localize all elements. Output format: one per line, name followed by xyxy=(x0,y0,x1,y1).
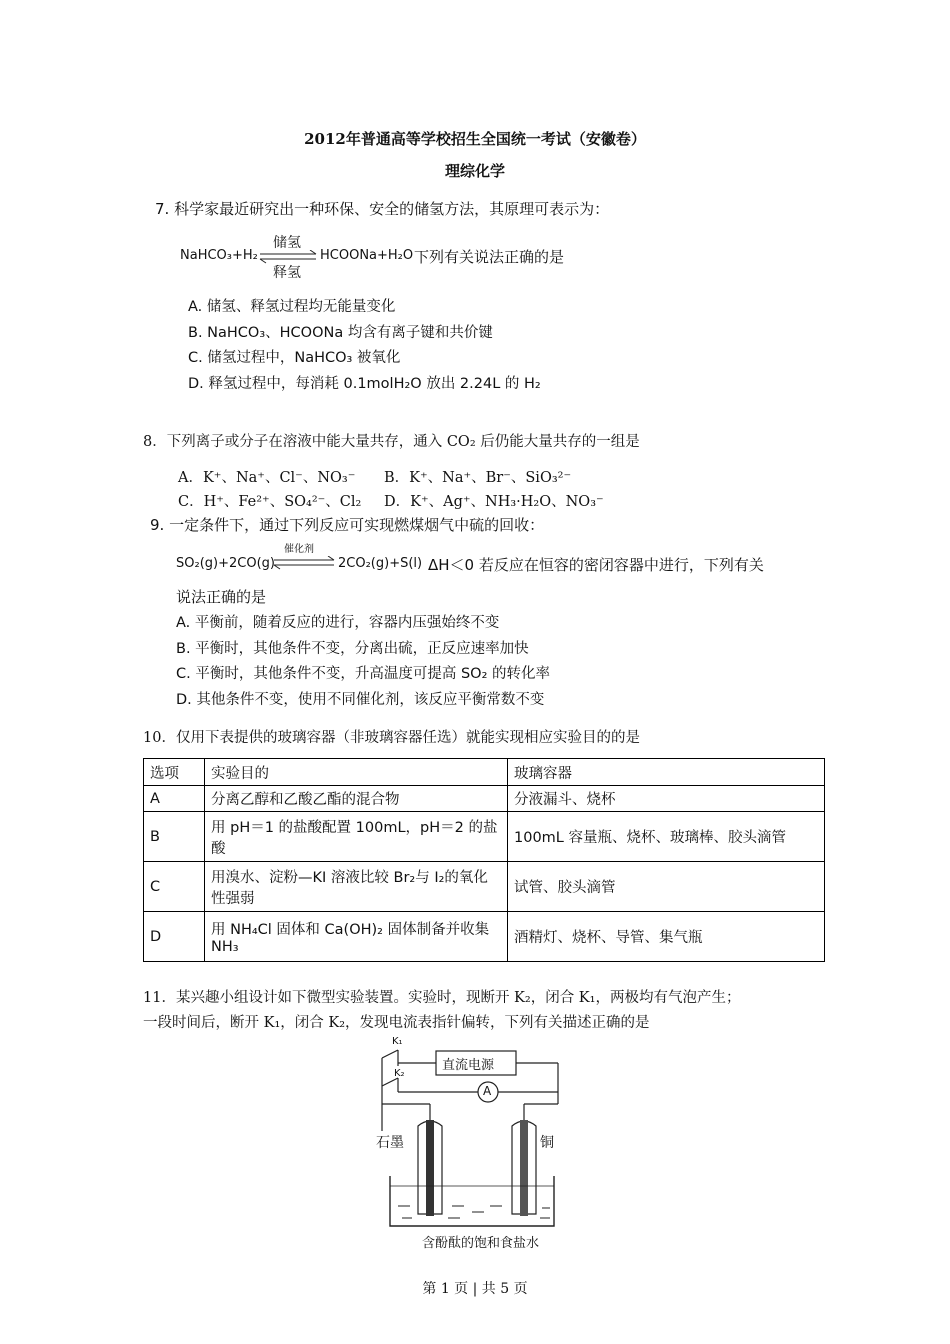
q7-arrow-top: 储氢 xyxy=(273,235,301,251)
table-cell: B xyxy=(144,812,205,862)
q8-option-b: B．K⁺、Na⁺、Br⁻、SiO₃²⁻ xyxy=(384,470,572,486)
switch-k2-label: K₂ xyxy=(394,1068,405,1079)
table-header-cell: 选项 xyxy=(144,759,205,786)
power-source-label: 直流电源 xyxy=(442,1058,495,1073)
q9-eq-tail: ΔH＜0 若反应在恒容的密闭容器中进行，下列有关 xyxy=(428,556,764,574)
q10-stem: 10．仅用下表提供的玻璃容器（非玻璃容器任选）就能实现相应实验目的的是 xyxy=(143,730,640,746)
page-footer: 第 1 页 | 共 5 页 xyxy=(422,1281,528,1297)
q8-option-d: D．K⁺、Ag⁺、NH₃·H₂O、NO₃⁻ xyxy=(384,494,604,510)
q7-arrow-bottom: 释氢 xyxy=(273,265,301,281)
table-row xyxy=(144,912,825,962)
q7-option-a: A. 储氢、释氢过程均无能量变化 xyxy=(188,299,396,315)
table-cell: 用溴水、淀粉—KI 溶液比较 Br₂与 I₂的氧化性强弱 xyxy=(205,862,508,912)
table-row xyxy=(144,862,825,912)
table-cell: 试管、胶头滴管 xyxy=(508,862,825,912)
page-subtitle: 理综化学 xyxy=(444,162,505,180)
q9-equation xyxy=(176,540,836,580)
table-header-row xyxy=(144,759,825,786)
table-row xyxy=(144,786,825,812)
q9-arrow-top: 催化剂 xyxy=(284,544,314,555)
table-cell: 分液漏斗、烧杯 xyxy=(508,786,825,812)
right-electrode-label: 铜 xyxy=(540,1135,554,1151)
q9-option-c: C. 平衡时，其他条件不变，升高温度可提高 SO₂ 的转化率 xyxy=(176,666,550,682)
table-cell: 用 NH₄Cl 固体和 Ca(OH)₂ 固体制备并收集 NH₃ xyxy=(205,912,508,962)
table-cell: 酒精灯、烧杯、导管、集气瓶 xyxy=(508,912,825,962)
q7-option-d: D. 释氢过程中，每消耗 0.1molH₂O 放出 2.24L 的 H₂ xyxy=(188,376,541,392)
table-cell: D xyxy=(144,912,205,962)
q9-option-a: A. 平衡前，随着反应的进行，容器内压强始终不变 xyxy=(176,615,500,631)
q10-table xyxy=(143,758,825,962)
table-cell: 分离乙醇和乙酸乙酯的混合物 xyxy=(205,786,508,812)
q7-eq-tail: 下列有关说法正确的是 xyxy=(414,248,565,266)
solution-label: 含酚酞的饱和食盐水 xyxy=(422,1236,540,1251)
table-cell: A xyxy=(144,786,205,812)
table-cell: 100mL 容量瓶、烧杯、玻璃棒、胶头滴管 xyxy=(508,812,825,862)
q7-option-c: C. 储氢过程中，NaHCO₃ 被氧化 xyxy=(188,350,401,366)
table-header-cell: 玻璃容器 xyxy=(508,759,825,786)
q9-option-d: D. 其他条件不变，使用不同催化剂，该反应平衡常数不变 xyxy=(176,692,545,708)
q9-eq-left: SO₂(g)+2CO(g) xyxy=(176,556,275,571)
switch-k1-label: K₁ xyxy=(392,1036,403,1047)
reversible-arrow-icon xyxy=(272,556,336,570)
q9-stem-2: 说法正确的是 xyxy=(176,588,267,606)
electrolysis-apparatus-diagram xyxy=(368,1036,578,1256)
q9-stem: 9. 一定条件下，通过下列反应可实现燃煤烟气中硫的回收： xyxy=(150,516,545,534)
q8-stem: 8．下列离子或分子在溶液中能大量共存，通入 CO₂ 后仍能大量共存的一组是 xyxy=(143,434,640,450)
q7-stem: 7. 科学家最近研究出一种环保、安全的储氢方法，其原理可表示为： xyxy=(155,200,610,218)
q9-eq-right: 2CO₂(g)+S(l) xyxy=(338,556,423,571)
page-title: 2012年普通高等学校招生全国统一考试（安徽卷） xyxy=(304,130,646,148)
table-row xyxy=(144,812,825,862)
q8-option-c: C．H⁺、Fe²⁺、SO₄²⁻、Cl₂ xyxy=(178,494,362,510)
q8-option-a: A．K⁺、Na⁺、Cl⁻、NO₃⁻ xyxy=(178,470,356,486)
table-header-cell: 实验目的 xyxy=(205,759,508,786)
table-cell: C xyxy=(144,862,205,912)
q7-eq-right: HCOONa+H₂O xyxy=(320,248,414,263)
q9-option-b: B. 平衡时，其他条件不变，分离出硫，正反应速率加快 xyxy=(176,641,529,657)
q7-option-b: B. NaHCO₃、HCOONa 均含有离子键和共价键 xyxy=(188,325,493,341)
table-cell: 用 pH＝1 的盐酸配置 100mL，pH＝2 的盐酸 xyxy=(205,812,508,862)
ammeter-label: A xyxy=(483,1084,492,1098)
left-electrode-label: 石墨 xyxy=(376,1135,404,1151)
q7-eq-left: NaHCO₃+H₂ xyxy=(180,248,258,263)
q11-stem-1: 11．某兴趣小组设计如下微型实验装置。实验时，现断开 K₂，闭合 K₁，两极均有气泡产生； xyxy=(143,990,741,1006)
q11-stem-2: 一段时间后，断开 K₁，闭合 K₂，发现电流表指针偏转，下列有关描述正确的是 xyxy=(143,1015,650,1031)
